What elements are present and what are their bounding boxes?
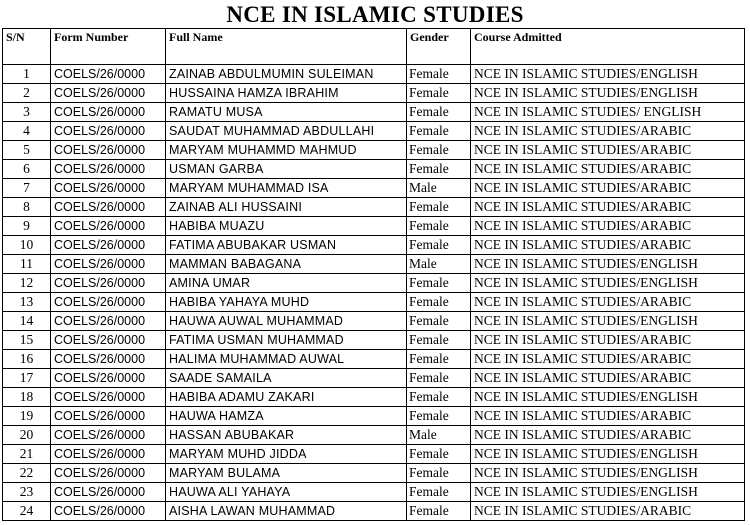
cell-gender: Female [407, 122, 471, 141]
table-row [3, 65, 745, 84]
cell-form-number: COELS/26/0000 [51, 274, 166, 293]
cell-full-name: ZAINAB ABDULMUMIN SULEIMAN [166, 65, 407, 84]
cell-course-admitted: NCE IN ISLAMIC STUDIES/ARABIC [471, 426, 745, 445]
page-title: NCE IN ISLAMIC STUDIES [226, 2, 524, 27]
cell-form-number: COELS/26/0000 [51, 236, 166, 255]
cell-gender: Male [407, 255, 471, 274]
cell-gender: Female [407, 483, 471, 502]
table-row [3, 483, 745, 502]
cell-course-admitted: NCE IN ISLAMIC STUDIES/ENGLISH [471, 464, 745, 483]
cell-full-name: RAMATU MUSA [166, 103, 407, 122]
table-row [3, 236, 745, 255]
cell-gender: Female [407, 84, 471, 103]
table-header-row [3, 29, 745, 65]
table-row [3, 388, 745, 407]
table-row [3, 293, 745, 312]
cell-full-name: HALIMA MUHAMMAD AUWAL [166, 350, 407, 369]
cell-gender: Female [407, 236, 471, 255]
admission-table [2, 28, 745, 521]
cell-course-admitted: NCE IN ISLAMIC STUDIES/ARABIC [471, 179, 745, 198]
cell-full-name: AMINA UMAR [166, 274, 407, 293]
table-body [3, 65, 745, 521]
table-row [3, 122, 745, 141]
cell-gender: Female [407, 141, 471, 160]
table-row [3, 179, 745, 198]
cell-full-name: SAADE SAMAILA [166, 369, 407, 388]
cell-full-name: HABIBA ADAMU ZAKARI [166, 388, 407, 407]
cell-gender: Female [407, 274, 471, 293]
table-row [3, 160, 745, 179]
table-row [3, 312, 745, 331]
cell-form-number: COELS/26/0000 [51, 122, 166, 141]
cell-course-admitted: NCE IN ISLAMIC STUDIES/ENGLISH [471, 65, 745, 84]
cell-sn: 15 [3, 331, 51, 350]
cell-form-number: COELS/26/0000 [51, 141, 166, 160]
table-row [3, 407, 745, 426]
cell-sn: 4 [3, 122, 51, 141]
cell-sn: 11 [3, 255, 51, 274]
table-row [3, 331, 745, 350]
cell-gender: Female [407, 464, 471, 483]
cell-course-admitted: NCE IN ISLAMIC STUDIES/ENGLISH [471, 274, 745, 293]
cell-course-admitted: NCE IN ISLAMIC STUDIES/ARABIC [471, 369, 745, 388]
cell-full-name: MARYAM BULAMA [166, 464, 407, 483]
cell-course-admitted: NCE IN ISLAMIC STUDIES/ENGLISH [471, 483, 745, 502]
cell-sn: 7 [3, 179, 51, 198]
cell-full-name: USMAN GARBA [166, 160, 407, 179]
cell-sn: 3 [3, 103, 51, 122]
cell-full-name: FATIMA USMAN MUHAMMAD [166, 331, 407, 350]
cell-sn: 12 [3, 274, 51, 293]
cell-form-number: COELS/26/0000 [51, 312, 166, 331]
table-row [3, 198, 745, 217]
cell-full-name: HAUWA HAMZA [166, 407, 407, 426]
cell-gender: Female [407, 65, 471, 84]
cell-full-name: FATIMA ABUBAKAR USMAN [166, 236, 407, 255]
table-row [3, 141, 745, 160]
cell-gender: Female [407, 388, 471, 407]
cell-full-name: HAUWA AUWAL MUHAMMAD [166, 312, 407, 331]
cell-form-number: COELS/26/0000 [51, 84, 166, 103]
cell-full-name: MAMMAN BABAGANA [166, 255, 407, 274]
cell-form-number: COELS/26/0000 [51, 426, 166, 445]
cell-form-number: COELS/26/0000 [51, 179, 166, 198]
cell-sn: 13 [3, 293, 51, 312]
cell-course-admitted: NCE IN ISLAMIC STUDIES/ARABIC [471, 122, 745, 141]
cell-form-number: COELS/26/0000 [51, 160, 166, 179]
cell-form-number: COELS/26/0000 [51, 331, 166, 350]
cell-sn: 20 [3, 426, 51, 445]
cell-course-admitted: NCE IN ISLAMIC STUDIES/ENGLISH [471, 388, 745, 407]
cell-sn: 18 [3, 388, 51, 407]
cell-gender: Male [407, 426, 471, 445]
cell-form-number: COELS/26/0000 [51, 369, 166, 388]
table-row [3, 502, 745, 521]
cell-course-admitted: NCE IN ISLAMIC STUDIES/ARABIC [471, 160, 745, 179]
cell-sn: 19 [3, 407, 51, 426]
cell-gender: Female [407, 103, 471, 122]
cell-form-number: COELS/26/0000 [51, 350, 166, 369]
cell-form-number: COELS/26/0000 [51, 445, 166, 464]
cell-full-name: MARYAM MUHAMMD MAHMUD [166, 141, 407, 160]
cell-course-admitted: NCE IN ISLAMIC STUDIES/ENGLISH [471, 312, 745, 331]
cell-course-admitted: NCE IN ISLAMIC STUDIES/ENGLISH [471, 255, 745, 274]
cell-gender: Female [407, 160, 471, 179]
cell-gender: Female [407, 217, 471, 236]
cell-full-name: HABIBA MUAZU [166, 217, 407, 236]
cell-course-admitted: NCE IN ISLAMIC STUDIES/ARABIC [471, 331, 745, 350]
cell-full-name: AISHA LAWAN MUHAMMAD [166, 502, 407, 521]
table-row [3, 103, 745, 122]
cell-gender: Female [407, 312, 471, 331]
cell-full-name: HUSSAINA HAMZA IBRAHIM [166, 84, 407, 103]
cell-gender: Female [407, 331, 471, 350]
table-row [3, 255, 745, 274]
cell-sn: 6 [3, 160, 51, 179]
cell-gender: Female [407, 407, 471, 426]
cell-gender: Female [407, 445, 471, 464]
cell-sn: 10 [3, 236, 51, 255]
cell-course-admitted: NCE IN ISLAMIC STUDIES/ARABIC [471, 198, 745, 217]
cell-full-name: HAUWA ALI YAHAYA [166, 483, 407, 502]
cell-full-name: MARYAM MUHAMMAD ISA [166, 179, 407, 198]
table-row [3, 369, 745, 388]
column-header-full-name: Full Name [166, 29, 407, 65]
cell-gender: Female [407, 198, 471, 217]
cell-sn: 8 [3, 198, 51, 217]
cell-full-name: SAUDAT MUHAMMAD ABDULLAHI [166, 122, 407, 141]
cell-gender: Female [407, 369, 471, 388]
table-row [3, 217, 745, 236]
cell-course-admitted: NCE IN ISLAMIC STUDIES/ARABIC [471, 502, 745, 521]
column-header-gender: Gender [407, 29, 471, 65]
cell-sn: 17 [3, 369, 51, 388]
cell-course-admitted: NCE IN ISLAMIC STUDIES/ARABIC [471, 141, 745, 160]
cell-course-admitted: NCE IN ISLAMIC STUDIES/ARABIC [471, 293, 745, 312]
cell-form-number: COELS/26/0000 [51, 293, 166, 312]
cell-full-name: ZAINAB ALI HUSSAINI [166, 198, 407, 217]
column-header-sn: S/N [3, 29, 51, 65]
cell-sn: 16 [3, 350, 51, 369]
cell-course-admitted: NCE IN ISLAMIC STUDIES/ ENGLISH [471, 103, 745, 122]
cell-sn: 5 [3, 141, 51, 160]
cell-form-number: COELS/26/0000 [51, 65, 166, 84]
table-row [3, 350, 745, 369]
cell-gender: Female [407, 350, 471, 369]
table-row [3, 445, 745, 464]
cell-form-number: COELS/26/0000 [51, 198, 166, 217]
cell-sn: 23 [3, 483, 51, 502]
table-row [3, 274, 745, 293]
cell-form-number: COELS/26/0000 [51, 255, 166, 274]
cell-sn: 9 [3, 217, 51, 236]
cell-form-number: COELS/26/0000 [51, 502, 166, 521]
cell-form-number: COELS/26/0000 [51, 217, 166, 236]
cell-form-number: COELS/26/0000 [51, 464, 166, 483]
cell-gender: Female [407, 293, 471, 312]
cell-sn: 2 [3, 84, 51, 103]
cell-sn: 22 [3, 464, 51, 483]
cell-gender: Male [407, 179, 471, 198]
cell-course-admitted: NCE IN ISLAMIC STUDIES/ARABIC [471, 236, 745, 255]
cell-sn: 21 [3, 445, 51, 464]
cell-sn: 24 [3, 502, 51, 521]
cell-gender: Female [407, 502, 471, 521]
column-header-course-admitted: Course Admitted [471, 29, 745, 65]
table-row [3, 464, 745, 483]
cell-form-number: COELS/26/0000 [51, 407, 166, 426]
column-header-form-number: Form Number [51, 29, 166, 65]
cell-full-name: HASSAN ABUBAKAR [166, 426, 407, 445]
cell-full-name: HABIBA YAHAYA MUHD [166, 293, 407, 312]
cell-course-admitted: NCE IN ISLAMIC STUDIES/ARABIC [471, 350, 745, 369]
cell-sn: 1 [3, 65, 51, 84]
table-row [3, 84, 745, 103]
cell-course-admitted: NCE IN ISLAMIC STUDIES/ENGLISH [471, 445, 745, 464]
cell-form-number: COELS/26/0000 [51, 483, 166, 502]
cell-form-number: COELS/26/0000 [51, 388, 166, 407]
cell-form-number: COELS/26/0000 [51, 103, 166, 122]
cell-course-admitted: NCE IN ISLAMIC STUDIES/ENGLISH [471, 84, 745, 103]
cell-full-name: MARYAM MUHD JIDDA [166, 445, 407, 464]
cell-course-admitted: NCE IN ISLAMIC STUDIES/ARABIC [471, 407, 745, 426]
table-row [3, 426, 745, 445]
cell-course-admitted: NCE IN ISLAMIC STUDIES/ARABIC [471, 217, 745, 236]
cell-sn: 14 [3, 312, 51, 331]
